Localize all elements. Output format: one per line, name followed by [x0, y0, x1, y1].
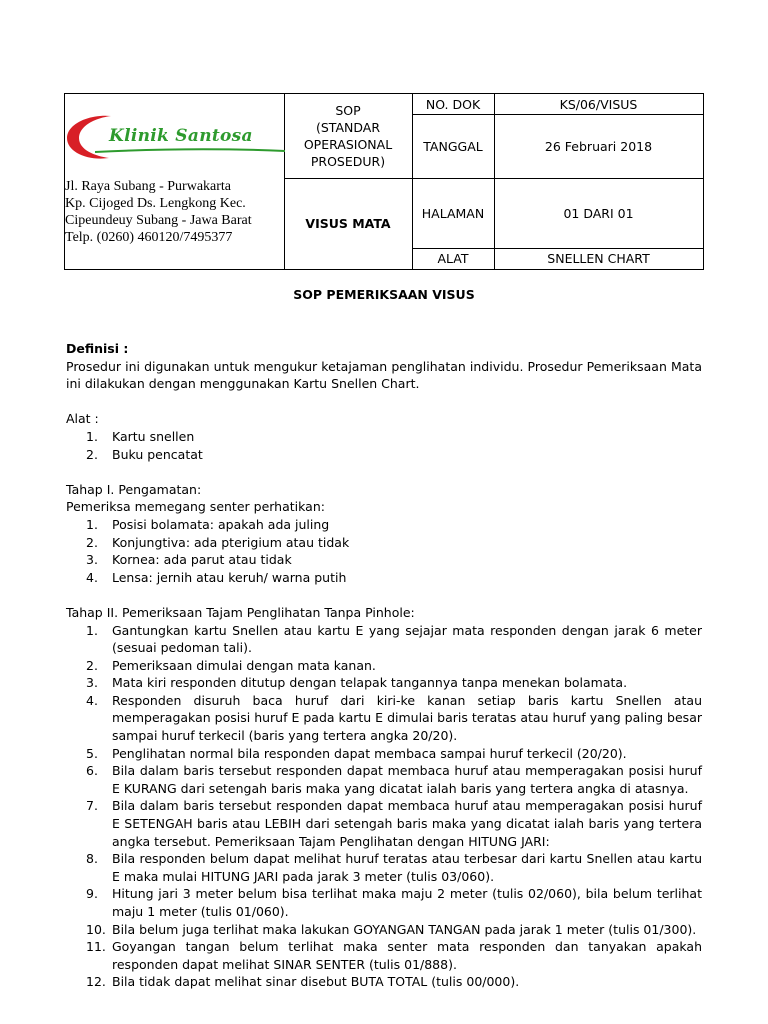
list-item: 3. Kornea: ada parut atau tidak: [86, 552, 292, 568]
address-line: Telp. (0260) 460120/7495377: [65, 230, 233, 245]
sop-label-line: (STANDAR: [315, 120, 381, 135]
list-item: 9. Hitung jari 3 meter belum bisa terlihat maka maju 2 meter (tulis 02/060), bila belum terlihat maju 1 meter (tulis 01/060).: [86, 886, 702, 919]
list-item: 3. Mata kiri responden ditutup dengan telapak tangannya tanpa menekan bolamata.: [86, 675, 628, 691]
header-table: [64, 93, 704, 270]
sop-label: [284, 94, 412, 178]
sop-topic: VISUS MATA: [305, 216, 391, 231]
definisi-heading: Definisi :: [66, 341, 129, 356]
address-line: Kp. Cijoged Ds. Lengkong Kec.: [65, 196, 246, 211]
sop-label-line: PROSEDUR): [310, 154, 386, 169]
list-item: 7. Bila dalam baris tersebut responden dapat membaca huruf atau memperagakan posisi huruf E SETENGAH baris atau LEBIH dari setengah baris maka yang dicatat ialah baris yang tertera angka tersebut. Pemeriksaan Tajam Penglihatan dengan HITUNG JARI:: [86, 798, 702, 849]
address-line: Jl. Raya Subang - Purwakarta: [65, 179, 232, 194]
sop-label-line: OPERASIONAL: [303, 137, 393, 152]
row-value-alat: SNELLEN CHART: [547, 251, 650, 266]
document-title: SOP PEMERIKSAAN VISUS: [293, 287, 475, 302]
list-item: 4. Lensa: jernih atau keruh/ warna putih: [86, 569, 347, 585]
alat-heading: Alat :: [66, 411, 99, 427]
row-label-alat: ALAT: [437, 251, 469, 266]
alat-list: [66, 428, 702, 463]
list-item: 6. Bila dalam baris tersebut responden dapat membaca huruf atau memperagakan posisi huruf E KURANG dari setengah baris maka yang dicatat ialah baris yang tertera angka di atasnya.: [86, 763, 702, 796]
tahap1-heading: Tahap I. Pengamatan:: [66, 481, 202, 497]
definisi-text: Prosedur ini digunakan untuk mengukur ketajaman penglihatan individu. Prosedur Pemeriksaan Mata ini dilakukan dengan menggunakan Kartu Snellen Chart.: [66, 358, 702, 392]
logo-swoosh-icon: [95, 147, 295, 157]
list-item: 2. Buku pencatat: [86, 446, 203, 462]
list-item: 11. Goyangan tangan belum terlihat maka senter mata responden dan tanyakan apakah responden dapat melihat SINAR SENTER (tulis 01/888).: [86, 939, 702, 972]
clinic-address: [65, 178, 285, 246]
clinic-name: Klinik Santosa: [109, 126, 253, 146]
document-body: [66, 340, 702, 991]
list-item: 8. Bila responden belum dapat melihat huruf teratas atau terbesar dari kartu Snellen atau kartu E maka mulai HITUNG JARI pada jarak 3 meter (tulis 03/060).: [86, 851, 702, 884]
row-label-halaman: HALAMAN: [421, 205, 485, 221]
list-item: 1. Gantungkan kartu Snellen atau kartu E yang sejajar mata responden dengan jarak 6 meter (sesuai pedoman tali).: [86, 622, 702, 656]
list-item: 12. Bila tidak dapat melihat sinar disebut BUTA TOTAL (tulis 00/000).: [86, 974, 520, 990]
list-item: 5. Penglihatan normal bila responden dapat membaca sampai huruf terkecil (20/20).: [86, 745, 627, 761]
row-value-halaman: 01 DARI 01: [563, 205, 634, 221]
tahap2-list: [66, 622, 702, 991]
sop-label-line: SOP: [335, 103, 361, 118]
address-line: Cipeundeuy Subang - Jawa Barat: [65, 213, 252, 228]
list-item: 2. Konjungtiva: ada pterigium atau tidak: [86, 534, 350, 550]
list-item: 1. Posisi bolamata: apakah ada juling: [86, 516, 330, 532]
row-value-tanggal: 26 Februari 2018: [544, 138, 653, 154]
tahap2-heading: Tahap II. Pemeriksaan Tajam Penglihatan Tanpa Pinhole:: [66, 604, 415, 620]
tahap1-intro: Pemeriksa memegang senter perhatikan:: [66, 499, 325, 515]
list-item: 1. Kartu snellen: [86, 428, 195, 444]
clinic-logo: [65, 112, 285, 162]
row-label-tanggal: TANGGAL: [423, 138, 483, 154]
list-item: 10. Bila belum juga terlihat maka lakukan GOYANGAN TANGAN pada jarak 1 meter (tulis 01/300).: [86, 921, 697, 937]
list-item: 4. Responden disuruh baca huruf dari kiri-ke kanan setiap baris kartu Snellen atau memperagakan posisi huruf E pada kartu E dimulai baris teratas atau huruf yang paling besar sampai huruf terkecil (baris yang tertera angka 20/20).: [86, 692, 702, 744]
list-item: 2. Pemeriksaan dimulai dengan mata kanan.: [86, 657, 376, 673]
row-label-nodok: NO. DOK: [425, 96, 481, 112]
tahap1-list: [66, 516, 702, 586]
row-value-nodok: KS/06/VISUS: [559, 96, 638, 112]
